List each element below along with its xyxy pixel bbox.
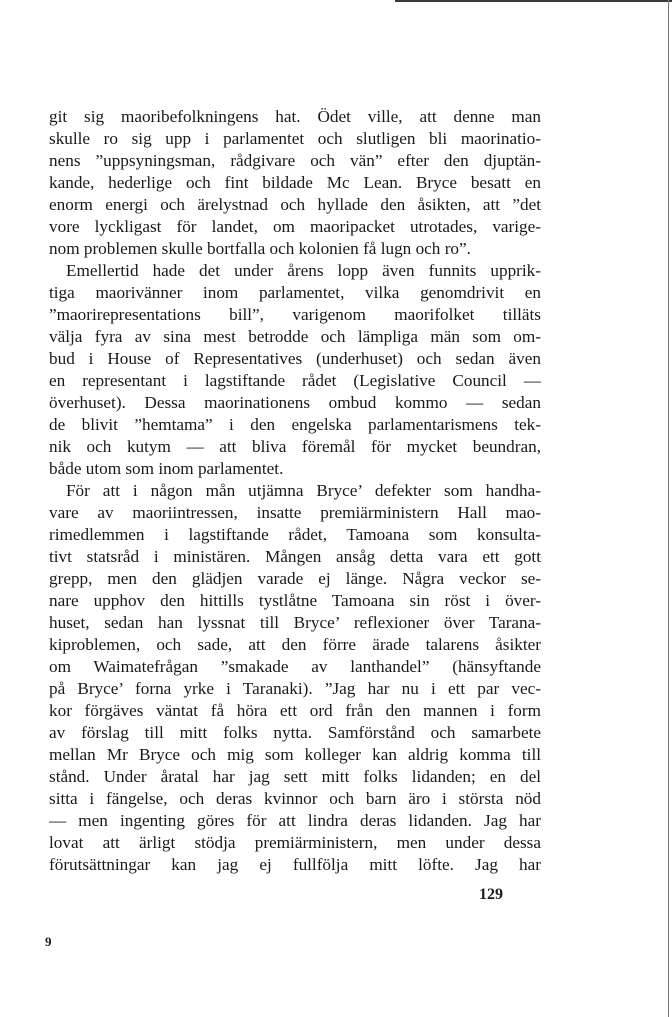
text-line: rimedlemmen i lagstiftande rådet, Tamoana som konsulta- [49,525,541,544]
text-line: välja fyra av sina mest betrodde och lämpliga män som om- [49,327,541,346]
text-line: huset, sedan han lyssnat till Bryce’ reflexioner över Tarana- [49,613,541,632]
text-line: skulle ro sig upp i parlamentet och slutligen bli maorinatio- [49,129,541,148]
text-line: vore lyckligast för landet, om maoripacket utrotades, varige- [49,217,541,236]
text-line: nare upphov den hittills tystlåtne Tamoana sin röst i över- [49,591,541,610]
body-text [49,106,541,876]
page-right-edge [668,0,669,1017]
text-line: kande, hederlige och fint bildade Mc Lean. Bryce besatt en [49,173,541,192]
text-line: ”maorirepresentations bill”, varigenom maorifolket tilläts [49,305,541,324]
text-line: en representant i lagstiftande rådet (Legislative Council — [49,371,541,390]
text-line: Emellertid hade det under årens lopp även funnits upprik- [66,261,541,280]
text-line: nens ”uppsyningsman, rådgivare och vän” efter den djuptän- [49,151,541,170]
text-line: både utom som inom parlamentet. [49,459,284,478]
text-line: nom problemen skulle bortfalla och kolonien få lugn och ro”. [49,239,471,258]
top-edge-rule [395,0,672,2]
text-line: kor förgäves väntat få höra ett ord från den mannen i form [49,701,541,720]
text-line: lovat att ärligt stödja premiärministern, men under dessa [49,833,541,852]
page-number: 129 [479,886,503,903]
text-line: av förslag till mitt folks nytta. Samförstånd och samarbete [49,723,541,742]
text-line: sitta i fängelse, och deras kvinnor och barn äro i största nöd [49,789,541,808]
text-line: För att i någon mån utjämna Bryce’ defekter som handha- [66,481,541,500]
text-line: — men ingenting göres för att lindra deras lidanden. Jag har [49,811,541,830]
text-line: grepp, men den glädjen varade ej länge. Några veckor se- [49,569,541,588]
text-line: stånd. Under åratal har jag sett mitt folks lidanden; en del [49,767,541,786]
text-line: tiga maorivänner inom parlamentet, vilka genomdrivit en [49,283,541,302]
text-line: kiproblemen, och sade, att den förre ärade talarens åsikter [49,635,541,654]
text-line: om Waimatefrågan ”smakade av lanthandel” (hänsyftande [49,657,541,676]
text-line: de blivit ”hemtama” i den engelska parlamentarismens tek- [49,415,541,434]
text-line: förutsättningar kan jag ej fullfölja mitt löfte. Jag har [49,855,541,874]
text-line: överhuset). Dessa maorinationens ombud kommo — sedan [49,393,541,412]
text-line: nik och kutym — att bliva föremål för mycket beundran, [49,437,541,456]
text-line: mellan Mr Bryce och mig som kolleger kan aldrig komma till [49,745,541,764]
text-line: vare av maoriintressen, insatte premiärministern Hall mao- [49,503,541,522]
text-line: bud i House of Representatives (underhuset) och sedan även [49,349,541,368]
text-line: tivt statsråd i ministären. Mången ansåg detta vara ett gott [49,547,541,566]
text-line: enorm energi och ärelystnad och hyllade den åsikten, att ”det [49,195,541,214]
text-line: på Bryce’ forna yrke i Taranaki). ”Jag har nu i ett par vec- [49,679,541,698]
signature-mark: 9 [45,934,52,949]
text-line: git sig maoribefolkningens hat. Ödet ville, att denne man [49,107,541,126]
